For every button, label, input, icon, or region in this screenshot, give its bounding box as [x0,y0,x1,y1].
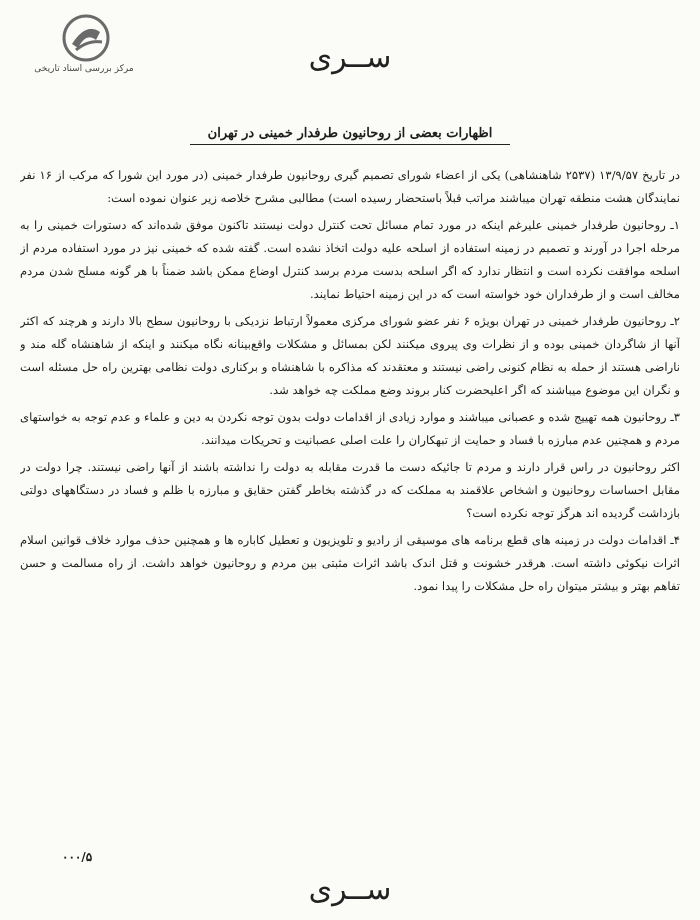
paragraph-intro: در تاریخ ۱۳/۹/۵۷ (۲۵۳۷ شاهنشاهی) یکی از اعضاء شورای تصمیم گیری روحانیون طرفدار خمینی (در مورد این شورا که مرکب از ۱۶ نفر نمایندگان هشت منطقه تهران میباشند مراتب قبلاً باستحضار رسیده است) مطالبی مشرح خلاصه زیر عنوان نموده است: [20,168,680,205]
paragraph-3: ۳ـ روحانیون همه تهییج شده و عصبانی میباشند و موارد زیادی از اقدامات دولت بدون توجه نکردن به دین و علماء و عدم توجه به خواستهای مردم و همچنین عدم مبارزه با فساد و حمایت از تبهکاران را علت اصلی عصبانیت و تحریکات میدانند. [20,410,680,447]
page-number: ۰۰۰/۵ [62,850,93,864]
document-body [20,164,680,854]
archive-logo-text: مرکز بررسی اسناد تاریخی [34,64,134,74]
paragraph-1: ۱ـ روحانیون طرفدار خمینی علیرغم اینکه در مورد تمام مسائل تحت کنترل دولت نیستند تاکنون موفق شده‌اند که دستورات خمینی را به مرحله اجرا در آورند و تصمیم در زمینه استفاده از اسلحه علیه دولت اتخاذ نشده است. گفته شده که خمینی نیز در مورد استفاده مردم از اسلحه موافقت نکرده است و انتظار ندارد که اگر اسلحه بدست مردم برسد کنترل اوضاع ممکن باشد ضمناً با هر گونه مسلح شدن مردم مخالف است و از طرفداران خود خواسته است که در این زمینه احتیاط نمایند. [20,218,680,301]
paragraph-4: ۴ـ اقدامات دولت در زمینه های قطع برنامه های موسیقی از رادیو و تلویزیون و تعطیل کاباره ها و همچنین حذف موارد خلاف قوانین اسلام اثرات نیکوئی داشته است. هرقدر خشونت و قتل اندک باشد اثرات مثبتی بین مردم و روحانیون خواهد داشت. از راه مسالمت و حسن تفاهم بهتر و بیشتر میتوان راه حل مشکلات را پیدا نمود. [20,533,680,593]
document-heading: اظهارات بعضی از روحانیون طرفدار خمینی در تهران [190,126,510,145]
classification-bottom: ســری [308,872,392,907]
paragraph-3-continued: اکثر روحانیون در راس قرار دارند و مردم تا جائیکه دست ما قدرت مقابله به دولت را نداشته باشند از آنها راضی نیستند. چرا دولت در مقابل احساسات روحانیون و اشخاص علاقمند به مملکت که در گذشته بخاطر گفتن حقایق و مبارزه با ظلم و فساد در دستگاههای دولتی بازداشت گردیده اند هرگز توجه نکرده است؟ [20,460,680,520]
classification-top: ســری [308,40,392,75]
paragraph-2: ۲ـ روحانیون طرفدار خمینی در تهران بویژه ۶ نفر عضو شورای مرکزی معمولاً ارتباط نزدیکی با روحانیون سطح بالا دارند و هرچند که اکثر آنها از شاگردان خمینی بوده و از نظرات وی پیروی میکنند لکن بمسائل و مشکلات واقع‌بینانه نگاه میکنند و اینکه از شاهنشاه گله مند و ناراضی هستند از حمله به نظام کنونی راضی نیستند و معتقدند که مذاکره با شاهنشاه و برکناری دولت نظامی بهترین راه حل مسئله است و نگران این موضوع میباشند که اگر اعلیحضرت کنار بروند وضع مملکت چه خواهد شد. [20,314,680,397]
